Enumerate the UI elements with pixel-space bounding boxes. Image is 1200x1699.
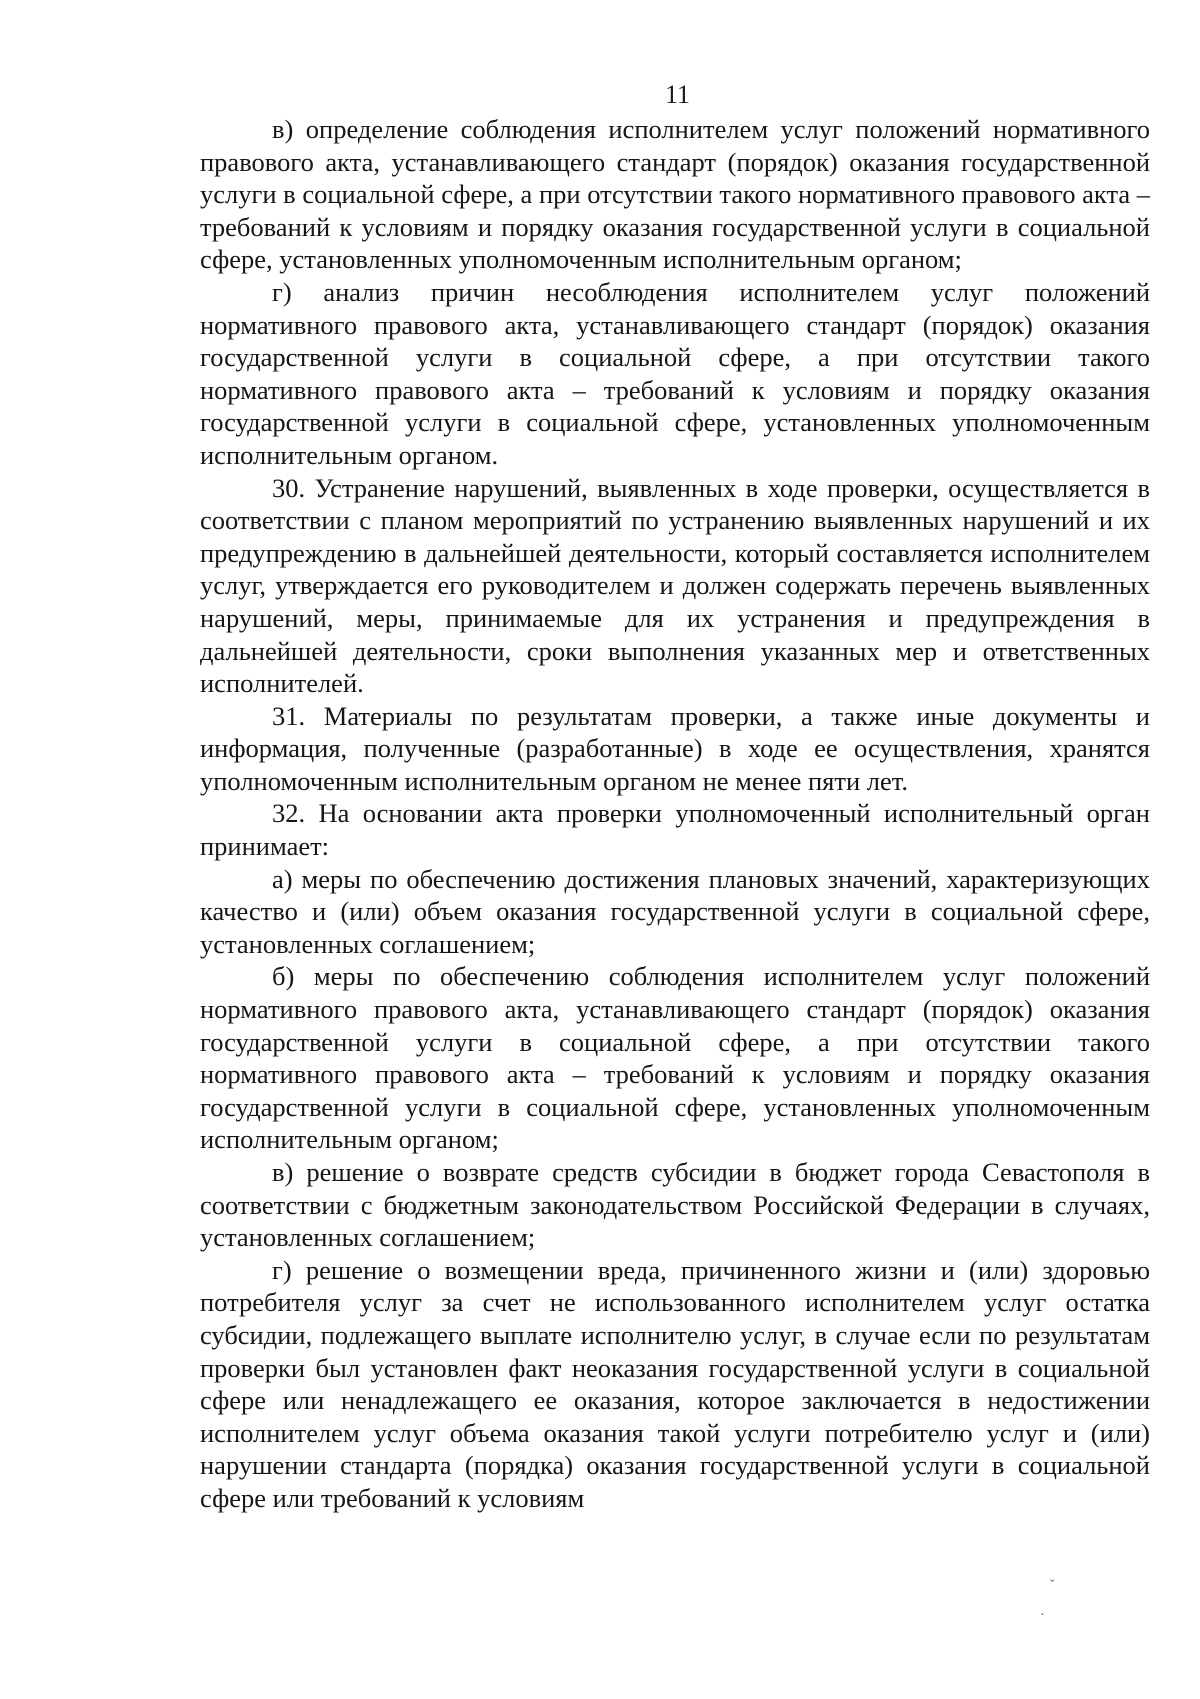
paragraph-b-compliance-measures: б) меры по обеспечению соблюдения исполнителем услуг положений нормативного правового акта, устанавливающего стандарт (порядок) оказания государственной услуги в социальной сфере, а при отсутствии такого нормативного правового акта – требований к условиям и порядку оказания государственной услуги в социальной сфере, установленных уполномоченным исполнительным органом; [200, 961, 1150, 1155]
paragraph-v-compliance-check: в) определение соблюдения исполнителем услуг положений нормативного правового акта, устанавливающего стандарт (порядок) оказания государственной услуги в социальной сфере, а при отсутствии такого нормативного правового акта – требований к условиям и порядку оказания государственной услуги в социальной сфере, установленных уполномоченным исполнительным органом; [200, 114, 1150, 275]
document-body [200, 113, 1150, 1515]
paragraph-32-decisions-intro: 32. На основании акта проверки уполномоченный исполнительный орган принимает: [200, 798, 1150, 862]
paragraph-31-materials-storage: 31. Материалы по результатам проверки, а также иные документы и информация, полученные (разработанные) в ходе ее осуществления, хранятся уполномоченным исполнительным органом не менее пяти лет. [200, 700, 1150, 796]
scan-speck: ˇ [1050, 1578, 1055, 1593]
paragraph-a-planned-values: а) меры по обеспечению достижения плановых значений, характеризующих качество и (или) объем оказания государственной услуги в социальной сфере, установленных соглашением; [200, 863, 1150, 959]
paragraph-30-remediation: 30. Устранение нарушений, выявленных в ходе проверки, осуществляется в соответствии с планом мероприятий по устранению выявленных нарушений и их предупреждению в дальнейшей деятельности, который составляется исполнителем услуг, утверждается его руководителем и должен содержать перечень выявленных нарушений, меры, принимаемые для их устранения и предупреждения в дальнейшей деятельности, сроки выполнения указанных мер и ответственных исполнителей. [200, 472, 1150, 699]
scan-speck: · [1040, 1608, 1045, 1623]
paragraph-v-subsidy-return: в) решение о возврате средств субсидии в бюджет города Севастополя в соответствии с бюджетным законодательством Российской Федерации в случаях, установленных соглашением; [200, 1157, 1150, 1253]
paragraph-g-noncompliance-analysis: г) анализ причин несоблюдения исполнителем услуг положений нормативного правового акта, устанавливающего стандарт (порядок) оказания государственной услуги в социальной сфере, а при отсутствии такого нормативного правового акта – требований к условиям и порядку оказания государственной услуги в социальной сфере, установленных уполномоченным исполнительным органом. [200, 276, 1150, 470]
page-number: 11 [664, 80, 691, 109]
paragraph-g-harm-compensation: г) решение о возмещении вреда, причиненного жизни и (или) здоровью потребителя услуг за счет не использованного исполнителем услуг остатка субсидии, подлежащего выплате исполнителю услуг, в случае если по результатам проверки был установлен факт неоказания государственной услуги в социальной сфере или ненадлежащего ее оказания, которое заключается в недостижении исполнителем услуг объема оказания такой услуги потребителю услуг и (или) нарушении стандарта (порядка) оказания государственной услуги в социальной сфере или требований к условиям [200, 1254, 1150, 1513]
